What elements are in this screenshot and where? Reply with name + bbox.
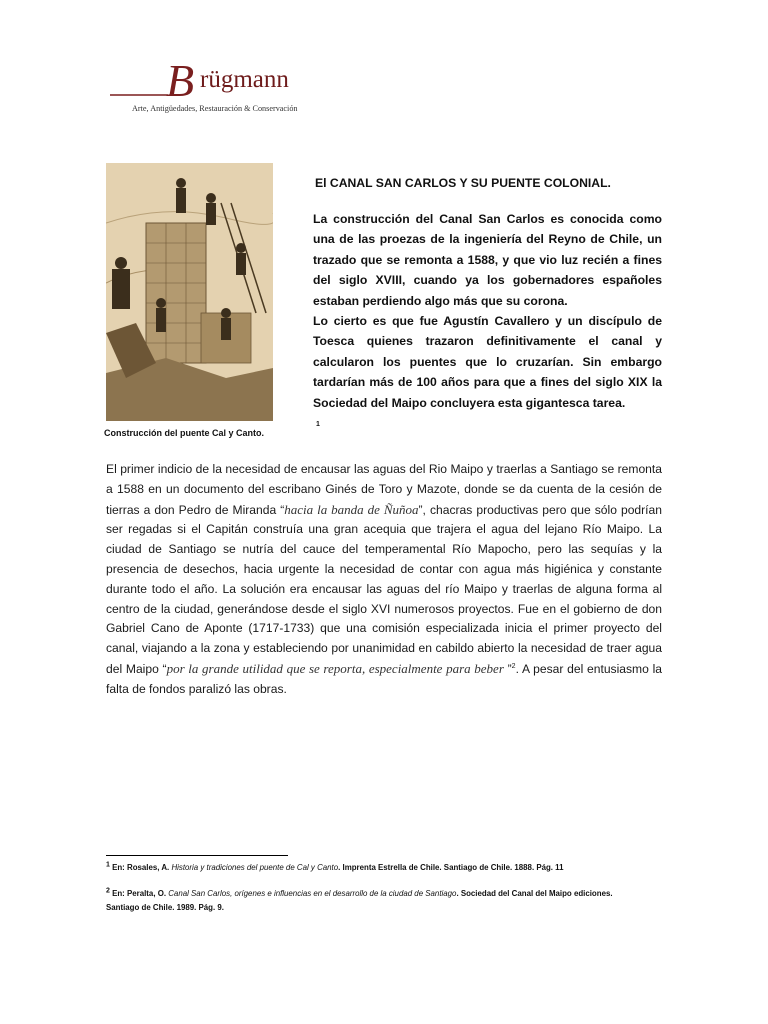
- quote-nunoa: hacia la banda de Ñuñoa: [284, 501, 419, 517]
- footnote-reference-1: 1: [316, 421, 320, 428]
- bridge-construction-engraving: [106, 163, 273, 421]
- footnote-1: [106, 861, 646, 875]
- body-text-3: ”: [503, 661, 512, 676]
- body-text-4: . A pesar del entusiasmo la falta de fondos paralizó las obras.: [106, 661, 663, 696]
- footnote-1-rest: . Imprenta Estrella de Chile. Santiago de Chile. 1888. Pág. 11: [338, 863, 564, 872]
- footnote-1-title: Historia y tradiciones del puente de Cal y Canto: [171, 863, 339, 872]
- brugmann-logo: [104, 50, 319, 120]
- figure-caption: Construcción del puente Cal y Canto.: [104, 428, 265, 438]
- body-text-1: El primer indicio de la necesidad de encausar las aguas del Rio Maipo y traerlas a Santiago se remonta a 1588 en un documento del escribano Ginés de Toro y Mazote, donde se da cuenta de la cesión de tierras a don Pedro de Miranda “: [106, 462, 662, 517]
- footnote-separator: [106, 855, 288, 856]
- document-title: El CANAL SAN CARLOS Y SU PUENTE COLONIAL.: [315, 176, 611, 190]
- intro-paragraph-2: Lo cierto es que fue Agustín Cavallero y un discípulo de Toesca quienes trazaron definitivamente el canal y calcularon los puentes que lo cruzarían. Sin embargo tardarían más de 100 años para que a fines del siglo XIX la Sociedad del Maipo concluyera esta gigantesca tarea.: [313, 314, 662, 410]
- logo-initial: B: [166, 55, 195, 106]
- footnote-1-number: 1: [106, 861, 110, 869]
- footnote-reference-2: 2: [511, 662, 516, 670]
- footnote-1-lead: En: Rosales, A.: [109, 863, 172, 872]
- body-column: [106, 460, 662, 700]
- footnote-2-number: 2: [106, 887, 110, 895]
- logo-subtitle: Arte, Antigüedades, Restauración & Conservación: [132, 104, 298, 113]
- body-paragraph: [106, 460, 662, 700]
- footnote-2-rest: . Sociedad del Canal del Maipo ediciones. Santiago de Chile. 1989. Pág. 9.: [106, 889, 613, 912]
- quote-maipo: por la grande utilidad que se reporta, especialmente para beber: [166, 660, 504, 676]
- logo-name: rügmann: [200, 66, 289, 93]
- footnote-2-lead: En: Peralta, O.: [109, 889, 169, 898]
- intro-column: [313, 176, 662, 413]
- body-text-2: ”, chacras productivas pero que sólo podrían ser regadas si el Capitán construía una gran acequia que trajera el agua del lejano Río Maipo. La ciudad de Santiago se nutría del cauce del temperamental Río Mapocho, pero las sequías y la presencia de desechos, hacia urgente la necesidad de contar con agua más higiénica y constante durante todo el año. La solución era encausar las aguas del río Maipo y traerlas de alguna forma al centro de la ciudad, generándose desde el siglo XVI numerosos proyectos. Fue en el gobierno de don Gabriel Cano de Aponte (1717-1733) que una comisión especializada inicia el primer proyecto del canal, viajando a la zona y estableciendo por unanimidad en cabildo abierto la necesidad de traer agua del Maipo “: [106, 502, 662, 676]
- footnote-2: [106, 887, 646, 915]
- footnote-2-title: Canal San Carlos, orígenes e influencias en el desarrollo de la ciudad de Santiago: [168, 889, 457, 898]
- intro-paragraph-1: La construcción del Canal San Carlos es conocida como una de las proezas de la ingeniería del Reyno de Chile, un trazado que se remonta a 1588, y que vio luz recién a fines del siglo XVIII, cuando ya los gobernadores españoles estaban perdiendo algo más que su corona.: [313, 212, 662, 308]
